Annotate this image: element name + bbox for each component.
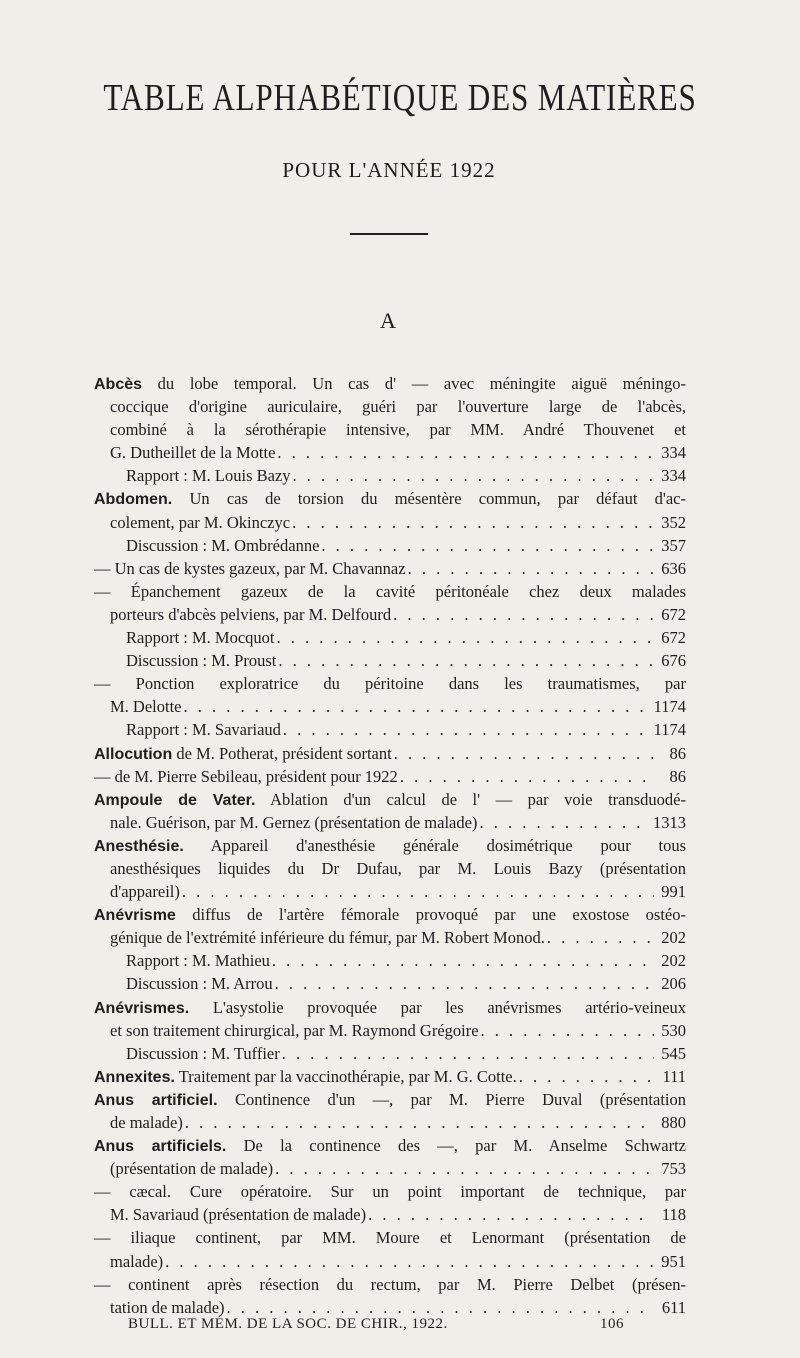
index-line xyxy=(94,1273,686,1296)
page-reference: 676 xyxy=(661,651,686,671)
dot-leader xyxy=(272,949,654,972)
index-line xyxy=(94,534,686,557)
dot-leader xyxy=(182,880,654,903)
index-line xyxy=(94,1065,686,1088)
entry-heading: Allocution xyxy=(94,745,173,763)
page-reference: 611 xyxy=(661,1297,686,1317)
index-line xyxy=(94,1226,686,1249)
entry-text xyxy=(94,836,686,855)
dot-leader xyxy=(394,742,654,765)
entry-text: malade) xyxy=(110,1251,164,1271)
dot-leader xyxy=(481,1019,654,1042)
index-line xyxy=(94,672,686,695)
entry-text: de malade) xyxy=(110,1113,183,1132)
entry-description: diffus de l'artère fémorale provoqué par une exostose ostéo- xyxy=(175,905,686,925)
page-reference: 672 xyxy=(661,604,686,624)
entry-text: nale. Guérison, par M. Gernez (présentation de malade) xyxy=(110,812,478,832)
footer-page-number: 106 xyxy=(600,1316,624,1332)
index-line xyxy=(94,996,686,1019)
entry-text: — iliaque continent, par MM. Moure et Lenormant (présentation de xyxy=(94,1228,686,1248)
dot-leader xyxy=(293,464,654,487)
index-line xyxy=(94,418,686,441)
index-line xyxy=(94,1157,686,1180)
dot-leader xyxy=(368,1203,654,1226)
dot-leader xyxy=(292,511,654,534)
entry-text: anesthésiques liquides du Dr Dufau, par M. Louis Bazy (présentation xyxy=(110,858,686,878)
dot-leader xyxy=(393,603,654,626)
index-line xyxy=(94,880,686,903)
page-title: TABLE ALPHABÉTIQUE DES MATIÈRES xyxy=(103,77,697,119)
page-reference: 202 xyxy=(661,928,686,948)
index-line xyxy=(94,1042,686,1065)
entry-text: combiné à la sérothérapie intensive, par MM. André Thouvenet et xyxy=(110,420,686,440)
entry-text: — Épanchement gazeux de la cavité péritonéale chez deux malades xyxy=(94,581,686,601)
entry-description: Appareil d'anesthésie générale dosimétrique pour tous xyxy=(183,835,686,855)
entry-text: — cæcal. Cure opératoire. Sur un point important de technique, par xyxy=(94,1182,686,1202)
entry-heading: Anus artificiels. xyxy=(94,1138,227,1156)
entry-description: de M. Potherat, président sortant xyxy=(172,743,392,763)
index-line xyxy=(94,626,686,649)
dot-leader xyxy=(277,441,654,464)
page-reference: 530 xyxy=(661,1020,686,1040)
dot-leader xyxy=(277,626,655,649)
entry-description: du lobe temporal. Un cas d' — avec méningite aiguë méningo- xyxy=(142,374,686,393)
index-line xyxy=(94,718,686,741)
dot-leader xyxy=(479,811,651,834)
index-line xyxy=(94,926,686,949)
page-reference: 111 xyxy=(662,1066,686,1086)
index-line xyxy=(94,1088,686,1111)
page-reference: 206 xyxy=(661,974,686,994)
entry-description: Traitement par la vaccinothérapie, par M. G. Cotte. xyxy=(174,1066,517,1086)
dot-leader xyxy=(185,1111,654,1134)
entry-text xyxy=(94,374,686,393)
footer xyxy=(128,1316,628,1333)
index-line xyxy=(94,811,686,834)
entry-text xyxy=(94,998,686,1017)
index-line xyxy=(94,765,686,788)
entry-text: Rapport : M. Louis Bazy xyxy=(126,466,291,486)
entry-heading: Anus artificiel. xyxy=(94,1091,218,1109)
entry-text: tation de malade) xyxy=(110,1297,225,1317)
index-line xyxy=(94,949,686,972)
entry-text: (présentation de malade) xyxy=(110,1159,274,1179)
page-reference: 357 xyxy=(661,535,686,555)
page-reference: 880 xyxy=(661,1113,686,1132)
entry-text: génique de l'extrémité inférieure du fémur, par M. Robert Monod. xyxy=(110,928,545,948)
dot-leader xyxy=(547,926,654,949)
entry-heading: Abdomen. xyxy=(94,491,173,509)
page-reference: 672 xyxy=(661,628,686,648)
dot-leader xyxy=(275,1157,654,1180)
index-line xyxy=(94,1111,686,1134)
entry-heading: Anévrisme xyxy=(94,907,176,925)
page-reference: 334 xyxy=(661,466,686,486)
dot-leader xyxy=(282,1042,654,1065)
page-subtitle: POUR L'ANNÉE 1922 xyxy=(282,158,496,182)
index-line xyxy=(94,1250,686,1273)
index-line xyxy=(94,464,686,487)
index-line xyxy=(94,580,686,603)
dot-leader xyxy=(184,695,652,718)
entry-text: porteurs d'abcès pelviens, par M. Delfourd xyxy=(110,604,392,624)
entry-text xyxy=(94,1090,686,1109)
page-reference: 202 xyxy=(661,951,686,971)
dot-leader xyxy=(400,765,654,788)
entry-text: — de M. Pierre Sebileau, président pour 1922 xyxy=(94,766,398,786)
entry-heading: Anesthésie. xyxy=(94,837,184,855)
page-reference: 86 xyxy=(669,743,686,763)
title-divider xyxy=(350,233,428,235)
page-reference: 545 xyxy=(661,1043,686,1063)
entry-description: Ablation d'un calcul de l' — par voie transduodé- xyxy=(255,789,686,809)
index-line xyxy=(94,395,686,418)
entry-text: — Un cas de kystes gazeux, par M. Chavannaz xyxy=(94,558,406,578)
dot-leader xyxy=(519,1065,654,1088)
entry-text: — Ponction exploratrice du péritoine dans les traumatismes, par xyxy=(94,674,686,694)
entry-heading: Abcès xyxy=(94,376,143,393)
index-line xyxy=(94,1019,686,1042)
entry-text xyxy=(94,1065,517,1088)
page-reference: 753 xyxy=(661,1159,686,1179)
entry-text: M. Delotte xyxy=(110,697,182,717)
entry-description: Un cas de torsion du mésentère commun, par défaut d'ac- xyxy=(172,489,686,509)
entry-text xyxy=(94,1136,686,1155)
entry-text xyxy=(94,790,686,809)
index-line xyxy=(94,903,686,926)
page-reference: 1174 xyxy=(653,720,686,740)
entry-heading: Anévrismes. xyxy=(94,999,190,1017)
index-line xyxy=(94,649,686,672)
index-entries xyxy=(94,372,686,1319)
dot-leader xyxy=(278,649,654,672)
entry-text: d'appareil) xyxy=(110,882,180,902)
dot-leader xyxy=(275,972,654,995)
entry-description: L'asystolie provoquée par les anévrismes artério-veineux xyxy=(189,997,686,1017)
entry-text: G. Dutheillet de la Motte xyxy=(110,443,276,463)
entry-text xyxy=(94,905,686,924)
entry-heading: Ampoule de Vater. xyxy=(94,791,256,809)
index-line xyxy=(94,1134,686,1157)
index-line xyxy=(94,1180,686,1203)
entry-description: De la continence des —, par M. Anselme Schwartz xyxy=(226,1136,686,1156)
entry-text: — continent après résection du rectum, par M. Pierre Delbet (présen- xyxy=(94,1274,686,1294)
index-line xyxy=(94,372,686,395)
entry-text: coccique d'origine auriculaire, guéri par l'ouverture large de l'abcès, xyxy=(110,397,686,417)
index-line xyxy=(94,603,686,626)
entry-text: Rapport : M. Mathieu xyxy=(126,951,270,971)
page-reference: 1174 xyxy=(653,697,686,717)
index-line xyxy=(94,834,686,857)
page-reference: 118 xyxy=(661,1205,686,1225)
entry-text: Discussion : M. Proust xyxy=(126,651,277,671)
entry-text: Discussion : M. Arrou xyxy=(126,974,273,994)
entry-text: colement, par M. Okinczyc xyxy=(110,512,291,532)
index-line xyxy=(94,788,686,811)
section-letter: A xyxy=(380,308,396,333)
entry-text: Rapport : M. Savariaud xyxy=(126,720,281,740)
page-reference: 1313 xyxy=(653,812,686,832)
page-reference: 86 xyxy=(669,766,686,786)
index-line xyxy=(94,1203,686,1226)
index-line xyxy=(94,441,686,464)
index-line xyxy=(94,511,686,534)
entry-text: et son traitement chirurgical, par M. Raymond Grégoire xyxy=(110,1020,479,1040)
entry-text xyxy=(94,489,686,508)
page-reference: 334 xyxy=(661,443,686,463)
page-reference: 951 xyxy=(661,1251,686,1271)
index-line xyxy=(94,557,686,580)
page-reference: 636 xyxy=(661,558,686,578)
index-line xyxy=(94,857,686,880)
entry-text: Discussion : M. Ombrédanne xyxy=(126,535,320,555)
dot-leader xyxy=(408,557,654,580)
entry-text: Rapport : M. Mocquot xyxy=(126,628,275,648)
entry-heading: Annexites. xyxy=(94,1068,175,1086)
dot-leader xyxy=(283,718,652,741)
dot-leader xyxy=(321,534,654,557)
index-line xyxy=(94,742,686,765)
dot-leader xyxy=(165,1250,654,1273)
page-reference: 352 xyxy=(661,512,686,532)
entry-text: M. Savariaud (présentation de malade) xyxy=(110,1205,367,1225)
index-line xyxy=(94,695,686,718)
index-line xyxy=(94,487,686,510)
index-line xyxy=(94,972,686,995)
entry-text xyxy=(94,742,392,765)
entry-text: Discussion : M. Tuffier xyxy=(126,1043,280,1063)
entry-description: Continence d'un —, par M. Pierre Duval (présentation xyxy=(217,1089,686,1109)
page-reference: 991 xyxy=(661,882,686,902)
footer-text: BULL. ET MÉM. DE LA SOC. DE CHIR., 1922. xyxy=(128,1316,448,1332)
